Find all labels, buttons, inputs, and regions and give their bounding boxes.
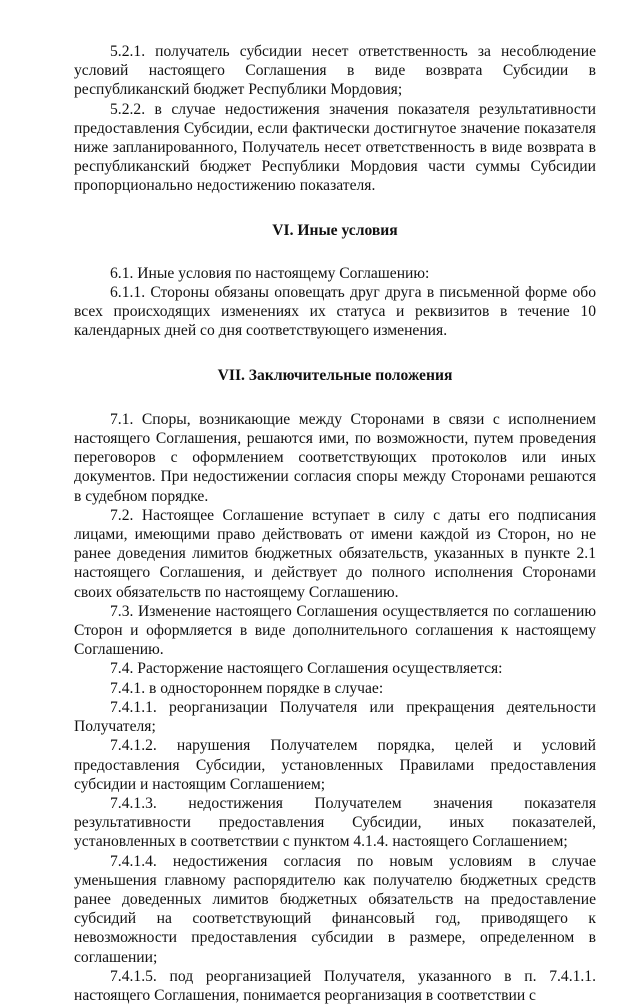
clause-5-2-1: 5.2.1. получатель субсидии несет ответственность за несоблюдение условий настоящего Соглашения в виде возврата Субсидии в республиканский бюджет Республики Мордовия; <box>74 43 596 99</box>
clause-7-3: 7.3. Изменение настоящего Соглашения осуществляется по соглашению Сторон и оформляется в виде дополнительного соглашения к настоящему Соглашению. <box>74 602 596 659</box>
clause-7-4-1-1: 7.4.1.1. реорганизации Получателя или прекращения деятельности Получателя; <box>74 698 596 736</box>
clause-7-4-1-3: 7.4.1.3. недостижения Получателем значения показателя результативности предоставления Субсидии, иных показателей, установленных в соответствии с пунктом 4.1.4. настоящего Соглашением; <box>74 794 596 851</box>
section-vi-heading: VI. Иные условия <box>272 221 398 239</box>
clause-7-4-1-2: 7.4.1.2. нарушения Получателем порядка, целей и условий предоставления Субсидии, установленных Правилами предоставления субсидии и настоящим Соглашением; <box>74 737 596 793</box>
clause-6-1-1: 6.1.1. Стороны обязаны оповещать друг друга в письменной форме обо всех происходящих изменениях их статуса и реквизитов в течение 10 календарных дней со дня соответствующего изменения. <box>74 284 596 340</box>
clause-7-2: 7.2. Настоящее Соглашение вступает в силу с даты его подписания лицами, имеющими право действовать от имени каждой из Сторон, но не ранее доведения лимитов бюджетных обязательств, указанных в пункте 2.1 настоящего Соглашения, и действует до полного исполнения Сторонами своих обязательств по настоящему Соглашению. <box>74 506 596 601</box>
clause-7-1: 7.1. Споры, возникающие между Сторонами в связи с исполнением настоящего Соглашения, решаются ими, по возможности, путем проведения переговоров с оформлением соответствующих протоколов или иных документов. При недостижении согласия споры между Сторонами решаются в судебном порядке. <box>74 410 596 505</box>
clause-6-1: 6.1. Иные условия по настоящему Соглашению: <box>110 264 430 282</box>
clause-7-4-1: 7.4.1. в одностороннем порядке в случае: <box>110 679 384 697</box>
clause-7-4: 7.4. Расторжение настоящего Соглашения осуществляется: <box>110 660 503 678</box>
clause-5-2-2: 5.2.2. в случае недостижения значения показателя результативности предоставления Субсидии, если фактически достигнутое значение показателя ниже запланированного, Получатель несет ответственность в виде возврата в республиканский бюджет Республики Мордовия части суммы Субсидии пропорционально недостижению показателя. <box>74 100 596 195</box>
section-vii-heading: VII. Заключительные положения <box>217 366 453 384</box>
clause-7-4-1-4: 7.4.1.4. недостижения согласия по новым условиям в случае уменьшения главному распорядителю как получателю бюджетных средств ранее доведенных лимитов бюджетных обязательств на предоставление субсидий на соответствующий финансовый год, приводящего к невозможности предоставления субсидии в размере, определенном в соглашении; <box>74 852 596 966</box>
clause-7-4-1-5: 7.4.1.5. под реорганизацией Получателя, указанного в п. 7.4.1.1. настоящего Соглашения, понимается реорганизация в соответствии с <box>74 967 596 1004</box>
